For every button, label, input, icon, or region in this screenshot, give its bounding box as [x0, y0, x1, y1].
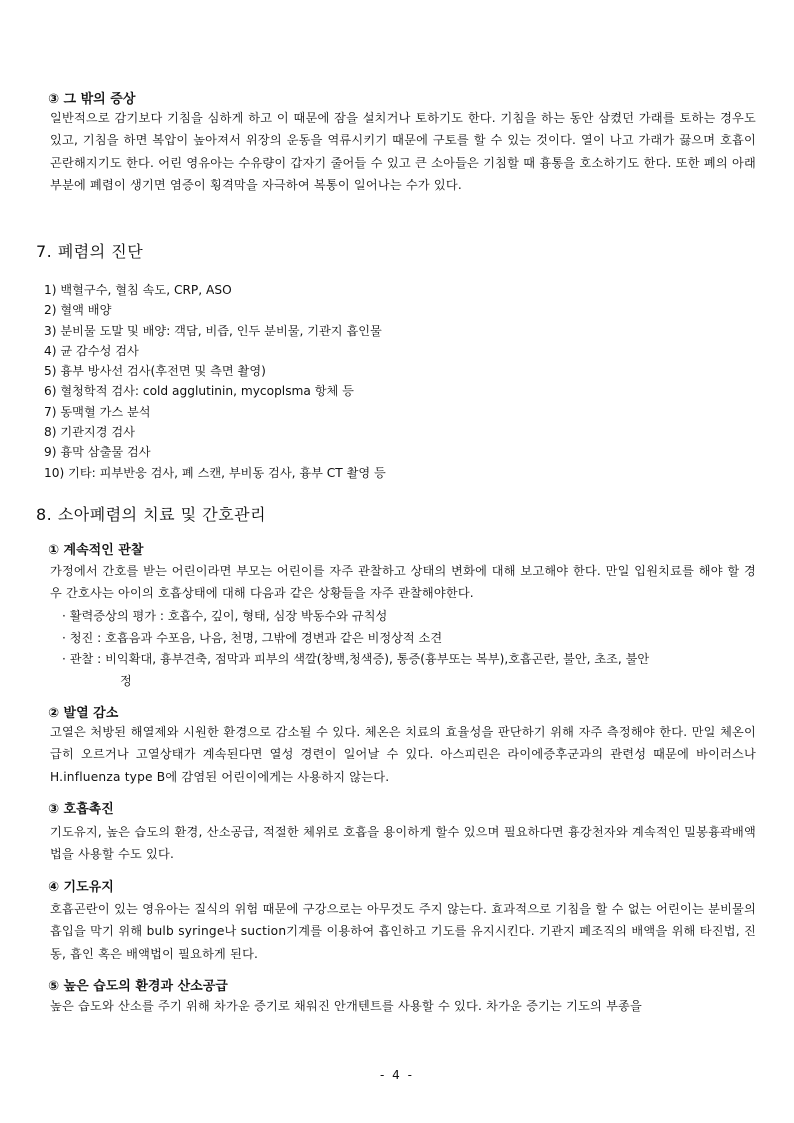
- paragraph-breathing: 기도유지, 높은 습도의 환경, 산소공급, 적절한 체위로 호흡을 용이하게 할수 있으며 필요하다면 흉강천자와 계속적인 밀봉흉곽배액법을 사용할 수도 있다.: [50, 825, 756, 862]
- section-title-breathing: ③ 호흡촉진: [48, 802, 114, 817]
- list-item: 8) 기관지경 검사: [44, 425, 135, 440]
- list-item: 1) 백혈구수, 혈침 속도, CRP, ASO: [44, 283, 232, 297]
- section-title-observation: ① 계속적인 관찰: [48, 543, 144, 558]
- heading-treatment-nursing: 8. 소아폐렴의 치료 및 간호관리: [36, 505, 267, 524]
- list-item: [62, 649, 762, 692]
- list-item: 10) 기타: 피부반응 검사, 폐 스캔, 부비동 검사, 흉부 CT 촬영 등: [44, 465, 386, 480]
- list-item: 6) 혈청학적 검사: cold agglutinin, mycoplsma 항체 등: [44, 384, 354, 399]
- section-title-airway: ④ 기도유지: [48, 880, 114, 895]
- diagnosis-list: [44, 280, 386, 483]
- list-item: 5) 흉부 방사선 검사(후전면 및 측면 촬영): [44, 364, 266, 379]
- section-title-fever: ② 발열 감소: [48, 706, 119, 721]
- page-number: - 4 -: [380, 1068, 414, 1082]
- paragraph-airway: 호흡곤란이 있는 영유아는 질식의 위험 때문에 구강으로는 아무것도 주지 않는다. 효과적으로 기침을 할 수 없는 어린이는 분비물의 흡입을 막기 위해 bulb syringe나 suction기계를 이용하여 흡인하고 기도를 유지시킨다. 기관지 폐조직의 배액을 위해 타진법, 진동, 흡인 혹은 배액법이 필요하게 된다.: [50, 902, 756, 961]
- section-title-other-symptoms: ③ 그 밖의 증상: [48, 92, 136, 107]
- paragraph-humidity-oxygen: 높은 습도와 산소를 주기 위해 차가운 증기로 채워진 안개텐트를 사용할 수 있다. 차가운 증기는 기도의 부종을: [50, 999, 643, 1013]
- list-item: 7) 동맥혈 가스 분석: [44, 404, 151, 419]
- list-item: 9) 흉막 삼출물 검사: [44, 445, 151, 460]
- bullet-text: · 관찰 : 비익확대, 흉부견축, 점막과 피부의 색깔(창백,청색증), 통증(흉부또는 복부),호흡곤란, 불안, 초조, 불안: [62, 652, 650, 666]
- list-item: · 청진 : 호흡음과 수포음, 나음, 천명, 그밖에 경변과 같은 비정상적 소견: [62, 630, 443, 645]
- heading-pneumonia-diagnosis: 7. 폐렴의 진단: [36, 242, 144, 261]
- observation-bullets: [62, 606, 762, 692]
- paragraph-observation: 가정에서 간호를 받는 어린이라면 부모는 어린이를 자주 관찰하고 상태의 변화에 대해 보고해야 한다. 만일 입원치료를 해야 할 경우 간호사는 아이의 호흡상태에 대해 다음과 같은 상황들을 자주 관찰해야한다.: [50, 564, 756, 601]
- paragraph-fever: 고열은 처방된 해열제와 시원한 환경으로 감소될 수 있다. 체온은 치료의 효율성을 판단하기 위해 자주 측정해야 한다. 만일 체온이 급히 오르거나 고열상태가 계속된다면 열성 경련이 일어날 수 있다. 아스피린은 라이에증후군과의 관련성 때문에 바이러스나 H.influenza type B에 감염된 어린이에게는 사용하지 않는다.: [50, 725, 756, 784]
- list-item: 4) 균 감수성 검사: [44, 343, 139, 358]
- list-item: 2) 혈액 배양: [44, 303, 112, 318]
- bullet-continuation: 정: [120, 673, 132, 688]
- list-item: 3) 분비물 도말 및 배양: 객담, 비즙, 인두 분비물, 기관지 흡인물: [44, 323, 382, 338]
- section-title-humidity-oxygen: ⑤ 높은 습도의 환경과 산소공급: [48, 979, 228, 994]
- list-item: · 활력증상의 평가 : 호흡수, 깊이, 형태, 심장 박동수와 규칙성: [62, 609, 388, 623]
- paragraph-other-symptoms: 일반적으로 감기보다 기침을 심하게 하고 이 때문에 잠을 설치거나 토하기도 한다. 기침을 하는 동안 삼켰던 가래를 토하는 경우도 있고, 기침을 하면 복압이 높아져서 위장의 운동을 역류시키기 때문에 구토를 할 수 있는 것이다. 열이 나고 가래가 끓으며 호흡이 곤란해지기도 한다. 어린 영유아는 수유량이 갑자기 줄어들 수 있고 큰 소아들은 기침할 때 흉통을 호소하기도 한다. 또한 폐의 아래 부분에 폐렴이 생기면 염증이 횡격막을 자극하여 복통이 일어나는 수가 있다.: [50, 111, 756, 192]
